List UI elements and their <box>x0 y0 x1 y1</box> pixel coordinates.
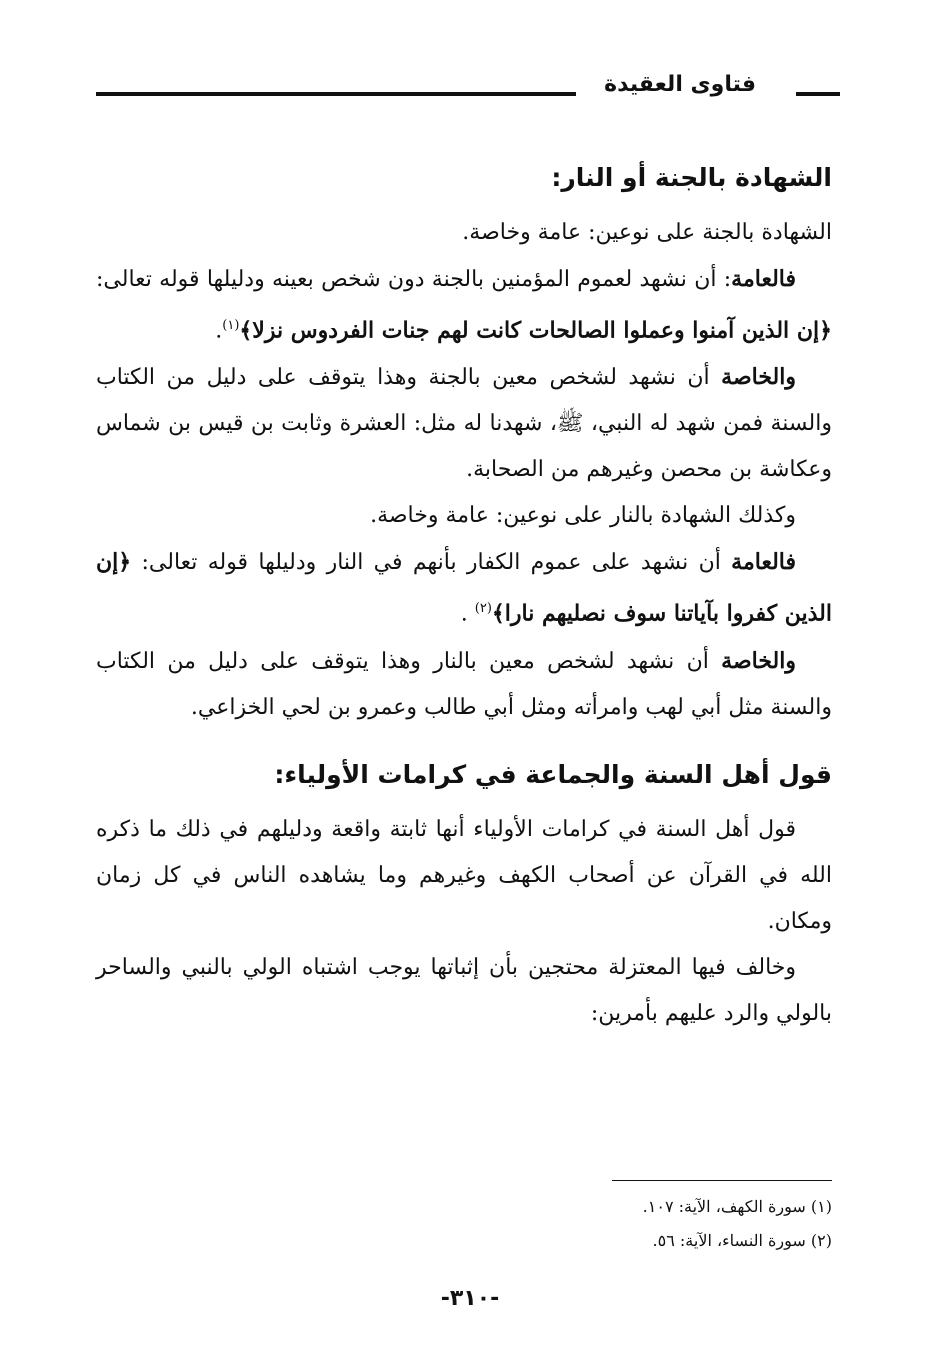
paragraph-karamat-1: قول أهل السنة في كرامات الأولياء أنها ثابتة واقعة ودليلهم في ذلك ما ذكره الله في القرآن عن أصحاب الكهف وغيرهم وما يشاهده الناس في كل زمان ومكان. <box>96 816 832 934</box>
fire-specific-lead: والخاصة <box>721 647 796 674</box>
header-rule-long <box>96 92 576 96</box>
footnote-1: (١) سورة الكهف، الآية: ١٠٧. <box>642 1197 832 1216</box>
fire-general-text: أن نشهد على عموم الكفار بأنهم في النار ودليلها قوله تعالى: <box>131 550 732 576</box>
fire-general-lead: فالعامة <box>731 549 796 576</box>
footnotes <box>96 1190 832 1258</box>
paragraph-specific-paradise <box>96 354 832 493</box>
fire-general-end: . <box>460 601 475 627</box>
section-heading-karamat: قول أهل السنة والجماعة في كرامات الأولياء: <box>274 759 832 789</box>
specific-text: أن نشهد لشخص معين بالجنة وهذا يتوقف على دليل من الكتاب والسنة فمن شهد له النبي، ﷺ، شهدنا له مثل: العشرة وثابت بن قيس بن شماس وعكاشة بن محصن وغيرهم من الصحابة. <box>96 365 832 483</box>
general-lead: فالعامة <box>731 266 796 292</box>
fire-general-verse: ﴿إن الذين كفروا بآياتنا سوف نصليهم نارا﴾ <box>96 549 832 627</box>
general-end: . <box>215 318 223 344</box>
page-number: -٣١٠- <box>440 1286 500 1311</box>
header-title: فتاوى العقيدة <box>604 72 756 97</box>
footnote-ref-1: (١) <box>222 318 240 333</box>
general-text: : أن نشهد لعموم المؤمنين بالجنة دون شخص بعينه ودليلها قوله تعالى: <box>96 267 732 292</box>
footnote-divider <box>612 1180 832 1181</box>
section-heading-paradise-fire: الشهادة بالجنة أو النار: <box>551 163 832 192</box>
header-rule-short <box>796 92 840 96</box>
specific-lead: والخاصة <box>721 364 796 391</box>
paragraph-intro: الشهادة بالجنة على نوعين: عامة وخاصة. <box>462 220 832 245</box>
page-header <box>96 68 840 108</box>
paragraph-specific-fire <box>96 638 832 731</box>
footnote-2: (٢) سورة النساء، الآية: ٥٦. <box>652 1231 832 1250</box>
paragraph-fire-intro: وكذلك الشهادة بالنار على نوعين: عامة وخاصة. <box>370 503 796 529</box>
paragraph-general-paradise <box>96 256 832 354</box>
fire-specific-text: أن نشهد لشخص معين بالنار وهذا يتوقف على دليل من الكتاب والسنة مثل أبي لهب وامرأته ومثل أبي طالب وعمرو بن لحي الخزاعي. <box>96 648 832 720</box>
general-verse: ﴿إن الذين آمنوا وعملوا الصالحات كانت لهم جنات الفردوس نزلا﴾ <box>239 317 832 344</box>
main-content <box>96 152 832 1037</box>
paragraph-general-fire <box>96 539 832 637</box>
paragraph-karamat-2: وخالف فيها المعتزلة محتجين بأن إثباتها يوجب اشتباه الولي بالنبي والساحر بالولي والرد عليهم بأمرين: <box>96 954 832 1026</box>
footnote-ref-2: (٢) <box>474 601 492 617</box>
